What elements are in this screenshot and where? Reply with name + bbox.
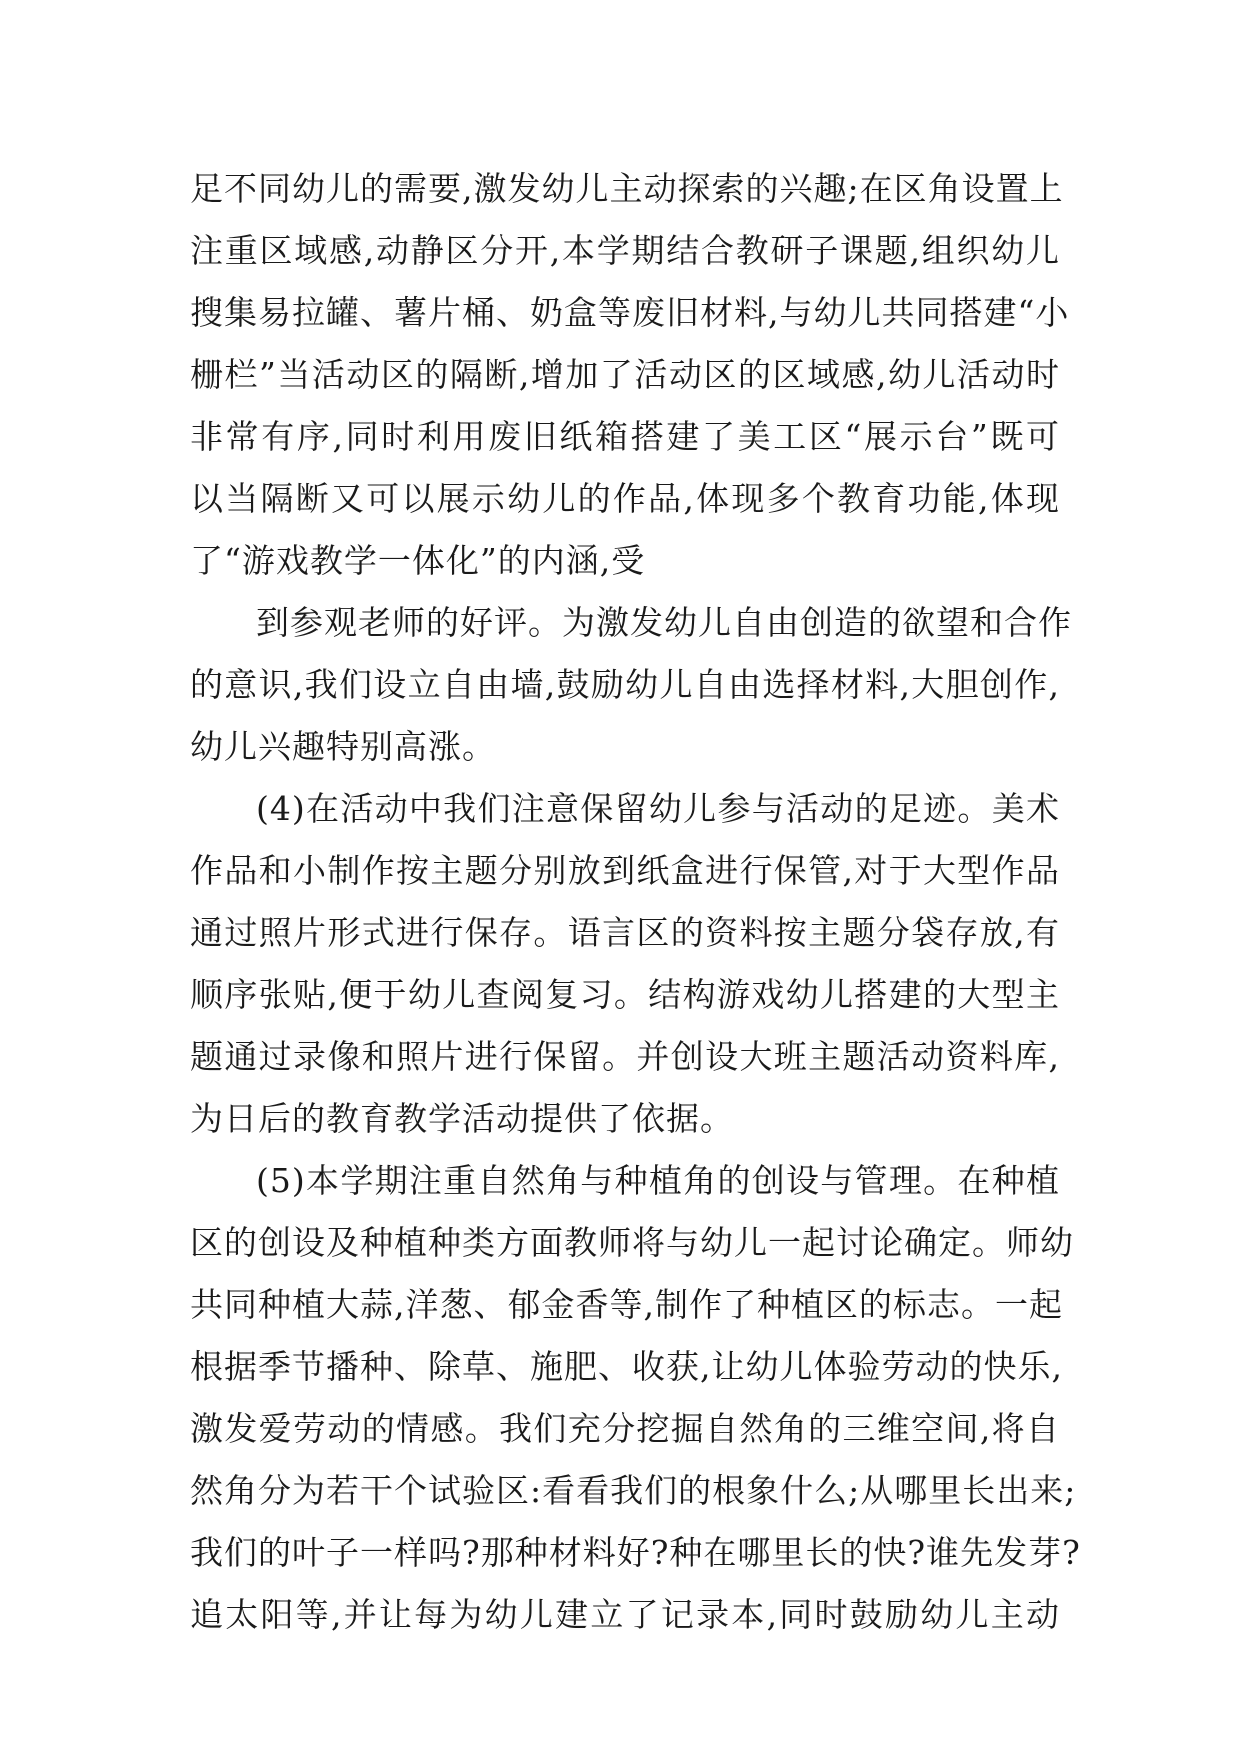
text-line: 然角分为若干个试验区:看看我们的根象什么;从哪里长出来;: [190, 1471, 1077, 1510]
text-line: (5)本学期注重自然角与种植角的创设与管理。在种植: [256, 1161, 1060, 1200]
text-line: 到参观老师的好评。为激发幼儿自由创造的欲望和合作: [256, 603, 1072, 642]
text-line: 激发爱劳动的情感。我们充分挖掘自然角的三维空间,将自: [190, 1409, 1060, 1448]
text-line: (4)在活动中我们注意保留幼儿参与活动的足迹。美术: [256, 789, 1060, 828]
text-line: 幼儿兴趣特别高涨。: [190, 727, 496, 766]
text-line: 注重区域感,动静区分开,本学期结合教研子课题,组织幼儿: [190, 231, 1060, 270]
text-line: 根据季节播种、除草、施肥、收获,让幼儿体验劳动的快乐,: [190, 1347, 1063, 1386]
text-line: 共同种植大蒜,洋葱、郁金香等,制作了种植区的标志。一起: [190, 1285, 1063, 1324]
text-line: 区的创设及种植种类方面教师将与幼儿一起讨论确定。师幼: [190, 1223, 1074, 1262]
text-line: 了“游戏教学一体化”的内涵,受: [190, 541, 646, 580]
text-line: 作品和小制作按主题分别放到纸盒进行保管,对于大型作品: [190, 851, 1060, 890]
text-line: 以当隔断又可以展示幼儿的作品,体现多个教育功能,体现: [190, 479, 1060, 518]
text-line: 的意识,我们设立自由墙,鼓励幼儿自由选择材料,大胆创作,: [190, 665, 1060, 704]
text-line: 通过照片形式进行保存。语言区的资料按主题分袋存放,有: [190, 913, 1060, 952]
text-line: 我们的叶子一样吗?那种材料好?种在哪里长的快?谁先发芽?: [190, 1533, 1081, 1572]
text-line: 栅栏”当活动区的隔断,增加了活动区的区域感,幼儿活动时: [190, 355, 1060, 394]
text-line: 为日后的教育教学活动提供了依据。: [190, 1099, 734, 1138]
body-text: [190, 158, 1081, 1646]
text-line: 顺序张贴,便于幼儿查阅复习。结构游戏幼儿搭建的大型主: [190, 975, 1060, 1014]
text-line: 追太阳等,并让每为幼儿建立了记录本,同时鼓励幼儿主动: [190, 1595, 1060, 1634]
text-line: 非常有序,同时利用废旧纸箱搭建了美工区“展示台”既可: [190, 417, 1060, 456]
text-line: 搜集易拉罐、薯片桶、奶盒等废旧材料,与幼儿共同搭建“小: [190, 293, 1070, 332]
text-line: 足不同幼儿的需要,激发幼儿主动探索的兴趣;在区角设置上: [190, 169, 1064, 208]
text-line: 题通过录像和照片进行保留。并创设大班主题活动资料库,: [190, 1037, 1060, 1076]
